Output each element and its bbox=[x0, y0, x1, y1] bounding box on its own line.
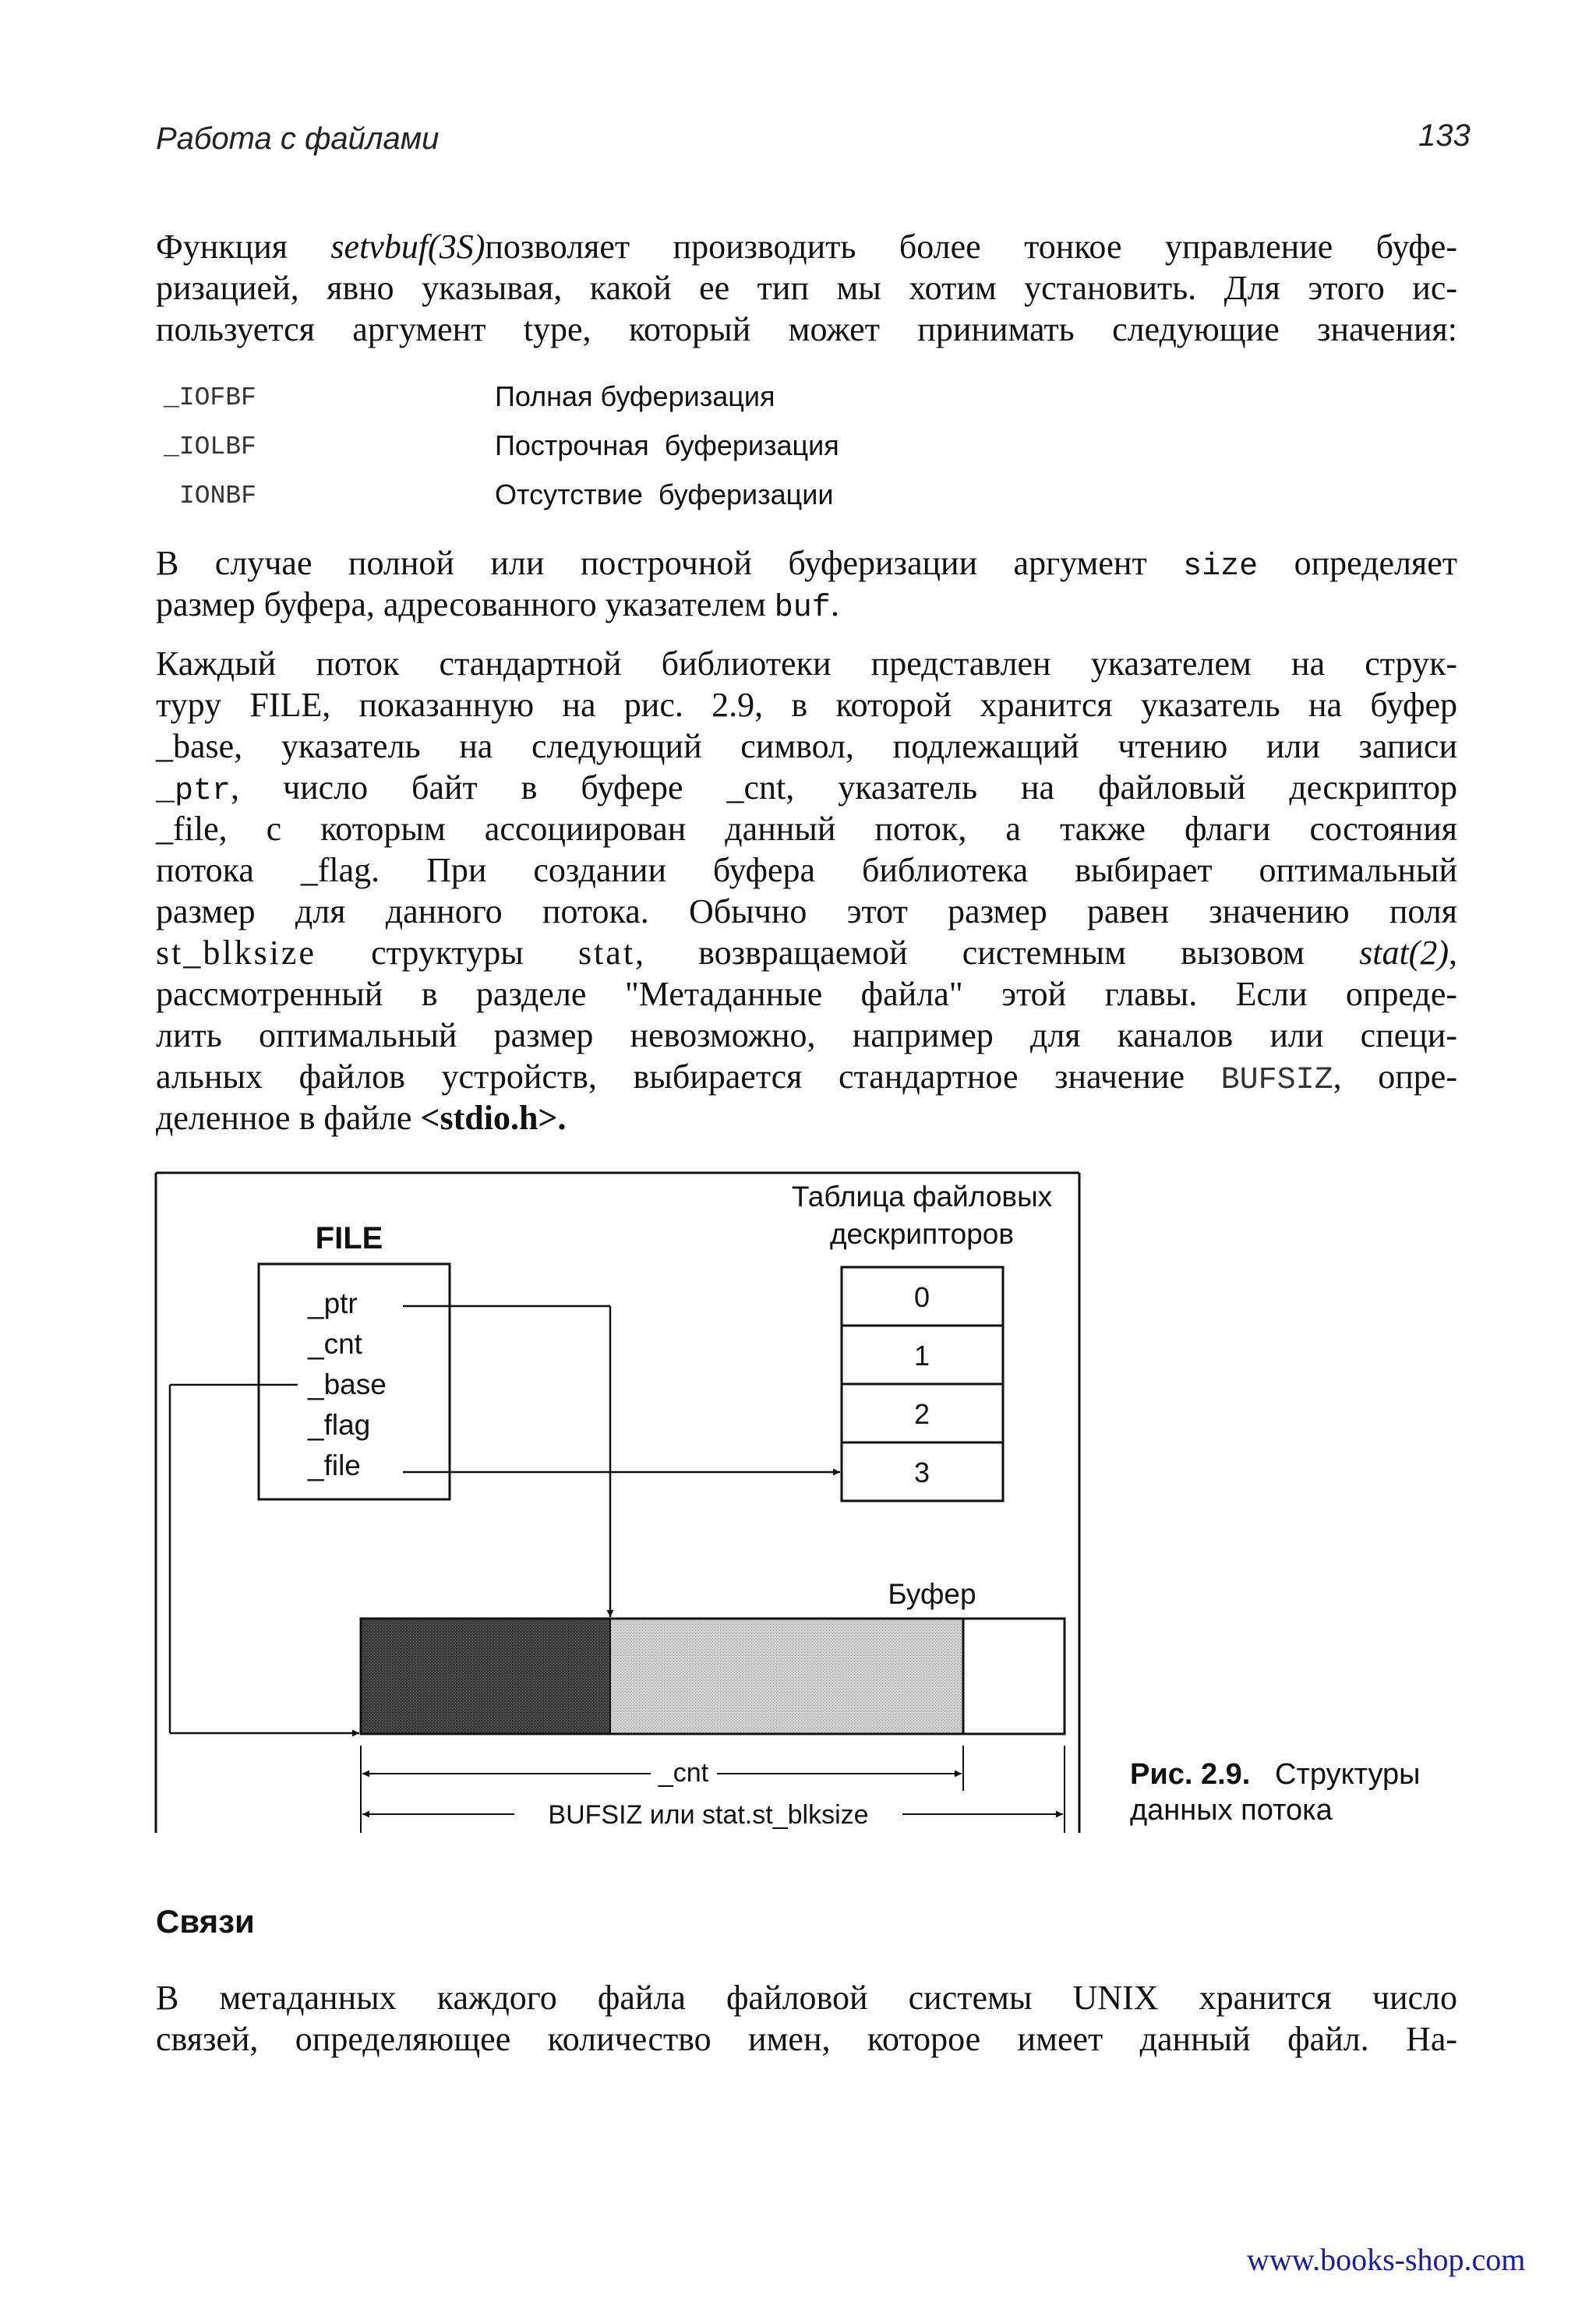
para3-line12: деленное в файле <stdio.h>. bbox=[156, 1099, 567, 1137]
fd-entry: 2 bbox=[913, 1398, 930, 1430]
file-struct-title: FILE bbox=[315, 1221, 383, 1255]
bufsiz-dimension-label: BUFSIZ или stat.st_blksize bbox=[548, 1800, 869, 1830]
figure-caption: Рис. 2.9. Структуры данных потока bbox=[1130, 1758, 1421, 1827]
figure-number: Рис. 2.9. bbox=[1130, 1758, 1251, 1791]
para3-line11: альных файлов устройств, выбирается стандартное значение BUFSIZ, опре- bbox=[156, 1057, 1457, 1098]
running-title: Работа с файлами bbox=[156, 122, 440, 156]
file-field-base: _base bbox=[308, 1368, 387, 1400]
section-line2: связей, определяющее количество имен, которое имеет данный файл. На- bbox=[156, 2020, 1457, 2058]
file-field-file: _file bbox=[308, 1449, 361, 1481]
cnt-dimension-label: _cnt bbox=[658, 1758, 709, 1788]
buffer bbox=[361, 1619, 1065, 1734]
fd-table-title-line1: Таблица файловых bbox=[791, 1181, 1053, 1213]
section-title: Связи bbox=[156, 1903, 255, 1940]
mode-code: IONBF bbox=[179, 482, 257, 510]
mode-desc: Построчная буферизация bbox=[495, 429, 839, 461]
para3-line6: потока _flag. При создании буфера библиотека выбирает оптимальный bbox=[156, 851, 1457, 889]
mode-desc: Отсутствие буферизации bbox=[495, 478, 834, 510]
fd-entry: 3 bbox=[913, 1456, 930, 1488]
para2-line2: размер буфера, адресованного указателем buf. bbox=[156, 585, 839, 626]
para3-line3: _base, указатель на следующий символ, подлежащий чтению или записи bbox=[156, 727, 1457, 765]
buffer-label: Буфер bbox=[888, 1578, 976, 1610]
para3-line5: _file, с которым ассоциирован данный поток, а также флаги состояния bbox=[156, 810, 1457, 848]
para2-line1: В случае полной или построчной буферизации аргумент size определяет bbox=[156, 544, 1457, 584]
para1-line3: пользуется аргумент type, который может принимать следующие значения: bbox=[156, 310, 1457, 348]
para1-line1: Функция setvbuf(3S)позволяет производить более тонкое управление буфе- bbox=[156, 228, 1457, 266]
para3-line1: Каждый поток стандартной библиотеки представлен указателем на струк- bbox=[156, 644, 1457, 683]
file-field-ptr: _ptr bbox=[308, 1287, 358, 1319]
para1-line2: ризацией, явно указывая, какой ее тип мы хотим установить. Для этого ис- bbox=[156, 269, 1457, 307]
mode-code: _IOFBF bbox=[164, 383, 256, 412]
ptr-arrow bbox=[403, 1306, 610, 1617]
mode-desc: Полная буферизация bbox=[495, 380, 775, 412]
fd-entry: 1 bbox=[913, 1340, 930, 1372]
page-number: 133 bbox=[1418, 118, 1471, 153]
para3-line4: _ptr, число байт в буфере _cnt, указатель на файловый дескриптор bbox=[156, 768, 1457, 809]
para3-line7: размер для данного потока. Обычно этот размер равен значению поля bbox=[156, 892, 1457, 930]
para3-line8: st_blksize структуры stat, возвращаемой системным вызовом stat(2), bbox=[156, 934, 1457, 972]
section-line1: В метаданных каждого файла файловой системы UNIX хранится число bbox=[156, 1979, 1457, 2017]
file-field-flag: _flag bbox=[308, 1409, 371, 1441]
fd-table-title-line2: дескрипторов bbox=[829, 1218, 1015, 1250]
para3-line9: рассмотренный в разделе "Метаданные файла" этой главы. Если опреде- bbox=[156, 975, 1457, 1013]
file-field-cnt: _cnt bbox=[308, 1328, 362, 1360]
mode-code: _IOLBF bbox=[164, 433, 256, 461]
para3-line2: туру FILE, показанную на рис. 2.9, в которой хранится указатель на буфер bbox=[156, 686, 1457, 724]
para3-line10: лить оптимальный размер невозможно, например для каналов или специ- bbox=[156, 1016, 1457, 1054]
fd-entry: 0 bbox=[913, 1281, 930, 1313]
function-name: setvbuf(3S) bbox=[330, 228, 486, 266]
watermark-link[interactable]: www.books-shop.com bbox=[1247, 2242, 1526, 2277]
